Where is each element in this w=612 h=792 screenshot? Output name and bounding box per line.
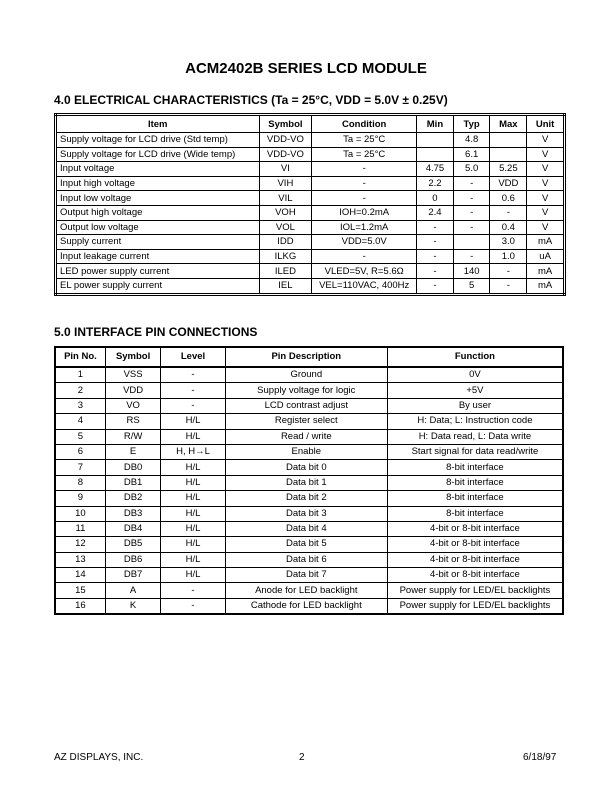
cell-symbol: ILKG [259, 249, 312, 264]
column-header-unit: Unit [527, 115, 565, 133]
cell-pin-no: 5 [55, 429, 105, 444]
table-row [55, 506, 563, 521]
cell-symbol: DB0 [105, 460, 160, 475]
cell-typ: - [453, 205, 490, 220]
column-header-function: Function [387, 347, 563, 367]
table-row [55, 429, 563, 444]
column-header-item: Item [56, 115, 260, 133]
cell-function: H: Data read, L: Data write [387, 429, 563, 444]
column-header-condition: Condition [312, 115, 417, 133]
cell-max: - [490, 264, 527, 279]
cell-max [490, 133, 527, 148]
cell-pin-description: LCD contrast adjust [225, 398, 387, 413]
column-header-min: Min [417, 115, 454, 133]
cell-level: H/L [161, 429, 225, 444]
cell-function: +5V [387, 383, 563, 398]
cell-pin-no: 7 [55, 460, 105, 475]
cell-item: EL power supply current [56, 278, 260, 294]
cell-unit: mA [527, 278, 565, 294]
column-header-pin-description: Pin Description [225, 347, 387, 367]
footer-company: AZ DISPLAYS, INC. [54, 752, 144, 763]
cell-pin-description: Cathode for LED backlight [225, 598, 387, 614]
cell-condition: VDD=5.0V [312, 235, 417, 250]
cell-max: VDD [490, 176, 527, 191]
cell-condition: Ta = 25°C [312, 147, 417, 162]
electrical-characteristics-heading: 4.0 ELECTRICAL CHARACTERISTICS (Ta = 25°C, VDD = 5.0V ± 0.25V) [54, 93, 448, 107]
interface-pin-table [54, 346, 564, 615]
cell-function: 8-bit interface [387, 491, 563, 506]
cell-level: - [161, 367, 225, 383]
cell-pin-description: Supply voltage for logic [225, 383, 387, 398]
cell-symbol: DB2 [105, 491, 160, 506]
cell-max: 3.0 [490, 235, 527, 250]
cell-symbol: A [105, 583, 160, 598]
cell-condition: - [312, 249, 417, 264]
cell-item: Supply voltage for LCD drive (Wide temp) [56, 147, 260, 162]
footer-date: 6/18/97 [523, 752, 557, 763]
cell-symbol: DB6 [105, 552, 160, 567]
cell-item: Output high voltage [56, 205, 260, 220]
cell-item: LED power supply current [56, 264, 260, 279]
cell-pin-no: 10 [55, 506, 105, 521]
cell-symbol: VOH [259, 205, 312, 220]
cell-symbol: DB7 [105, 568, 160, 583]
cell-typ: - [453, 220, 490, 235]
cell-symbol: VO [105, 398, 160, 413]
cell-pin-description: Data bit 1 [225, 475, 387, 490]
cell-level: - [161, 398, 225, 413]
table-row [56, 249, 565, 264]
cell-function: 8-bit interface [387, 460, 563, 475]
cell-max: 0.6 [490, 191, 527, 206]
cell-pin-description: Data bit 2 [225, 491, 387, 506]
table-row [56, 147, 565, 162]
cell-min: - [417, 264, 454, 279]
cell-item: Supply voltage for LCD drive (Std temp) [56, 133, 260, 148]
cell-function: 8-bit interface [387, 475, 563, 490]
table-row [55, 583, 563, 598]
cell-function: 4-bit or 8-bit interface [387, 552, 563, 567]
cell-symbol: VDD-VO [259, 147, 312, 162]
cell-min: - [417, 249, 454, 264]
cell-pin-no: 4 [55, 414, 105, 429]
cell-pin-description: Data bit 7 [225, 568, 387, 583]
cell-symbol: DB5 [105, 537, 160, 552]
table-row [56, 133, 565, 148]
table-row [55, 568, 563, 583]
cell-unit: mA [527, 235, 565, 250]
cell-condition: - [312, 176, 417, 191]
cell-typ: 5.0 [453, 162, 490, 177]
cell-item: Supply current [56, 235, 260, 250]
footer-page-number: 2 [299, 752, 305, 763]
cell-level: H/L [161, 414, 225, 429]
table-row [56, 191, 565, 206]
cell-pin-description: Ground [225, 367, 387, 383]
cell-pin-no: 15 [55, 583, 105, 598]
table-header-row [56, 115, 565, 133]
table-row [56, 264, 565, 279]
cell-level: - [161, 598, 225, 614]
cell-condition: VEL=110VAC, 400Hz [312, 278, 417, 294]
cell-typ [453, 235, 490, 250]
cell-function: 8-bit interface [387, 506, 563, 521]
cell-item: Input low voltage [56, 191, 260, 206]
cell-symbol: DB1 [105, 475, 160, 490]
column-header-pin-no: Pin No. [55, 347, 105, 367]
cell-pin-description: Data bit 5 [225, 537, 387, 552]
cell-condition: - [312, 191, 417, 206]
cell-symbol: DB4 [105, 521, 160, 536]
table-header-row [55, 347, 563, 367]
cell-pin-description: Data bit 4 [225, 521, 387, 536]
table-row [55, 598, 563, 614]
column-header-symbol: Symbol [259, 115, 312, 133]
cell-pin-no: 3 [55, 398, 105, 413]
cell-min: 4.75 [417, 162, 454, 177]
cell-symbol: IDD [259, 235, 312, 250]
cell-pin-no: 8 [55, 475, 105, 490]
table-row [55, 414, 563, 429]
cell-max: 5.25 [490, 162, 527, 177]
table-row [55, 383, 563, 398]
cell-unit: mA [527, 264, 565, 279]
cell-symbol: DB3 [105, 506, 160, 521]
cell-pin-no: 16 [55, 598, 105, 614]
table-row [56, 220, 565, 235]
column-header-symbol: Symbol [105, 347, 160, 367]
cell-function: Power supply for LED/EL backlights [387, 598, 563, 614]
cell-unit: V [527, 147, 565, 162]
cell-pin-no: 9 [55, 491, 105, 506]
cell-item: Input high voltage [56, 176, 260, 191]
cell-pin-no: 2 [55, 383, 105, 398]
cell-item: Output low voltage [56, 220, 260, 235]
document-title: ACM2402B SERIES LCD MODULE [185, 60, 427, 77]
column-header-level: Level [161, 347, 225, 367]
cell-symbol: E [105, 444, 160, 459]
cell-symbol: K [105, 598, 160, 614]
cell-symbol: R/W [105, 429, 160, 444]
table-row [55, 367, 563, 383]
cell-pin-description: Register select [225, 414, 387, 429]
cell-symbol: VSS [105, 367, 160, 383]
table-row [56, 176, 565, 191]
table-row [56, 278, 565, 294]
cell-min: - [417, 220, 454, 235]
cell-min: - [417, 235, 454, 250]
column-header-typ: Typ [453, 115, 490, 133]
cell-unit: V [527, 205, 565, 220]
table-row [55, 475, 563, 490]
cell-function: 0V [387, 367, 563, 383]
cell-min: 2.2 [417, 176, 454, 191]
cell-max: 0.4 [490, 220, 527, 235]
cell-max [490, 147, 527, 162]
cell-symbol: VDD [105, 383, 160, 398]
cell-level: H/L [161, 521, 225, 536]
cell-level: H/L [161, 568, 225, 583]
cell-typ: - [453, 191, 490, 206]
cell-symbol: IEL [259, 278, 312, 294]
cell-unit: V [527, 191, 565, 206]
cell-pin-description: Enable [225, 444, 387, 459]
cell-unit: V [527, 133, 565, 148]
cell-function: 4-bit or 8-bit interface [387, 521, 563, 536]
cell-min: - [417, 278, 454, 294]
cell-min: 2.4 [417, 205, 454, 220]
electrical-characteristics-table [54, 113, 566, 296]
cell-unit: V [527, 162, 565, 177]
cell-function: 4-bit or 8-bit interface [387, 568, 563, 583]
cell-max: - [490, 205, 527, 220]
table-row [55, 398, 563, 413]
interface-pin-heading: 5.0 INTERFACE PIN CONNECTIONS [54, 325, 258, 339]
cell-symbol: VOL [259, 220, 312, 235]
table-row [55, 537, 563, 552]
cell-function: 4-bit or 8-bit interface [387, 537, 563, 552]
cell-level: H/L [161, 475, 225, 490]
cell-typ: 5 [453, 278, 490, 294]
cell-pin-no: 11 [55, 521, 105, 536]
table-row [55, 460, 563, 475]
cell-typ: - [453, 176, 490, 191]
cell-unit: uA [527, 249, 565, 264]
cell-typ: 6.1 [453, 147, 490, 162]
cell-symbol: VDD-VO [259, 133, 312, 148]
column-header-max: Max [490, 115, 527, 133]
cell-pin-description: Data bit 0 [225, 460, 387, 475]
cell-pin-description: Anode for LED backlight [225, 583, 387, 598]
cell-max: 1.0 [490, 249, 527, 264]
cell-symbol: VIL [259, 191, 312, 206]
cell-level: H/L [161, 460, 225, 475]
cell-symbol: VIH [259, 176, 312, 191]
cell-pin-no: 6 [55, 444, 105, 459]
cell-item: Input voltage [56, 162, 260, 177]
cell-function: Start signal for data read/write [387, 444, 563, 459]
cell-pin-description: Data bit 3 [225, 506, 387, 521]
table-row [56, 235, 565, 250]
cell-level: H/L [161, 506, 225, 521]
cell-function: Power supply for LED/EL backlights [387, 583, 563, 598]
table-row [56, 162, 565, 177]
cell-min [417, 147, 454, 162]
cell-typ: - [453, 249, 490, 264]
cell-pin-no: 13 [55, 552, 105, 567]
cell-symbol: RS [105, 414, 160, 429]
cell-symbol: ILED [259, 264, 312, 279]
cell-symbol: VI [259, 162, 312, 177]
table-row [55, 491, 563, 506]
cell-function: By user [387, 398, 563, 413]
cell-pin-no: 1 [55, 367, 105, 383]
cell-pin-description: Read / write [225, 429, 387, 444]
cell-unit: V [527, 176, 565, 191]
cell-level: H/L [161, 537, 225, 552]
cell-function: H: Data; L: Instruction code [387, 414, 563, 429]
cell-item: Input leakage current [56, 249, 260, 264]
cell-pin-no: 14 [55, 568, 105, 583]
cell-min [417, 133, 454, 148]
cell-level: H/L [161, 552, 225, 567]
cell-pin-description: Data bit 6 [225, 552, 387, 567]
cell-condition: VLED=5V, R=5.6Ω [312, 264, 417, 279]
cell-unit: V [527, 220, 565, 235]
cell-level: H, H→L [161, 444, 225, 459]
cell-level: - [161, 583, 225, 598]
table-row [55, 552, 563, 567]
cell-max: - [490, 278, 527, 294]
cell-typ: 140 [453, 264, 490, 279]
cell-level: H/L [161, 491, 225, 506]
cell-level: - [161, 383, 225, 398]
table-row [55, 444, 563, 459]
cell-min: 0 [417, 191, 454, 206]
table-row [55, 521, 563, 536]
table-row [56, 205, 565, 220]
cell-pin-no: 12 [55, 537, 105, 552]
cell-condition: IOH=0.2mA [312, 205, 417, 220]
cell-condition: - [312, 162, 417, 177]
cell-condition: Ta = 25°C [312, 133, 417, 148]
cell-typ: 4.8 [453, 133, 490, 148]
cell-condition: IOL=1.2mA [312, 220, 417, 235]
